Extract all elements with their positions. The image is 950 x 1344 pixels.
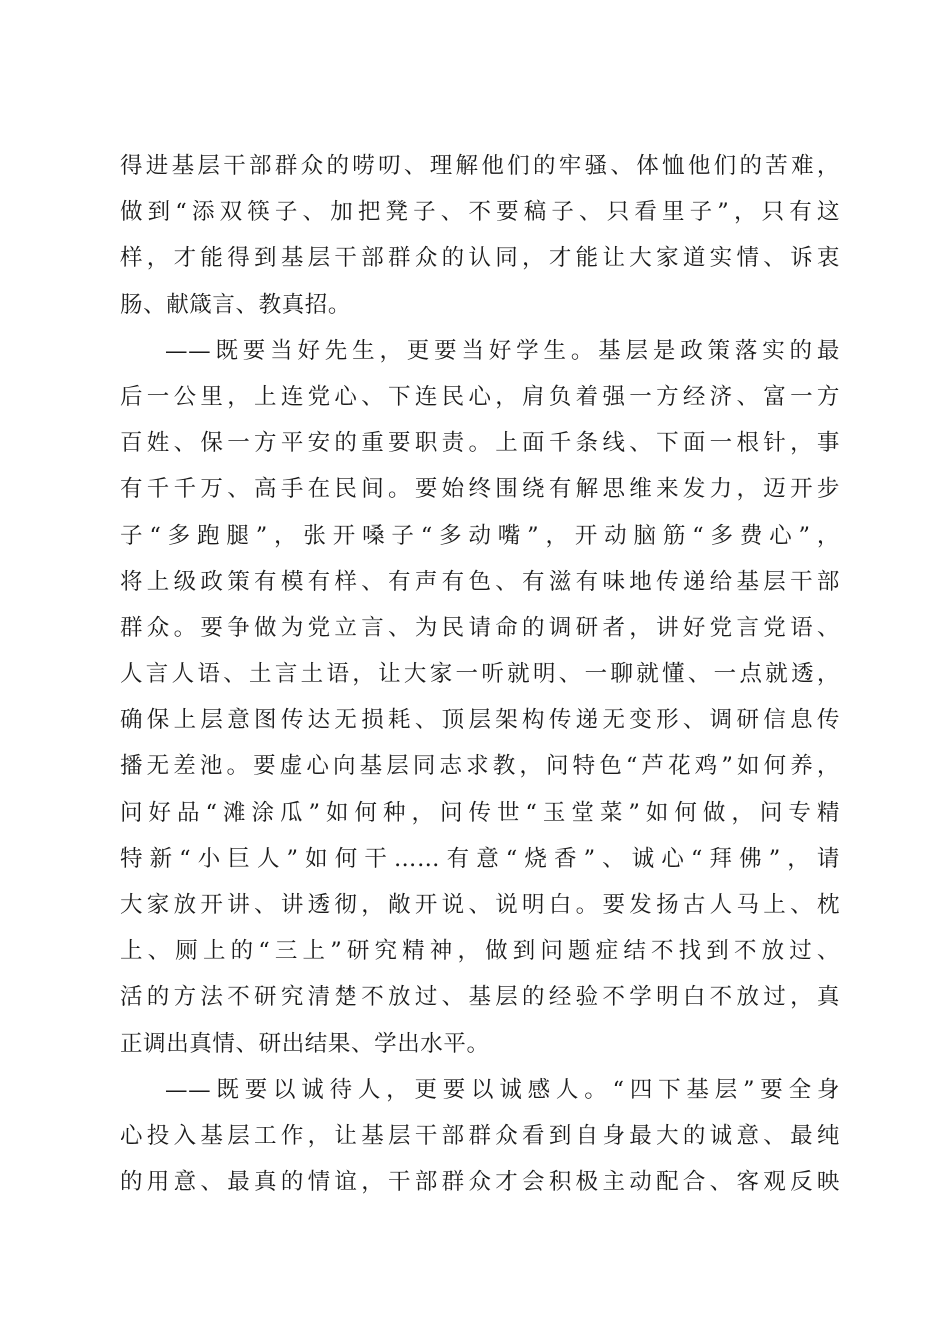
- text-line: 特新“小巨人”如何干……有意“烧香”、诚心“拜佛”，请: [120, 845, 840, 872]
- text-line: 做到“添双筷子、加把凳子、不要稿子、只看里子”，只有这: [120, 199, 840, 226]
- paragraph-start-line: ——既要当好先生，更要当好学生。基层是政策落实的最: [165, 337, 840, 364]
- text-line: 百姓、保一方平安的重要职责。上面千条线、下面一根针，事: [120, 430, 840, 457]
- text-line: 播无差池。要虚心向基层同志求教，问特色“芦花鸡”如何养，: [120, 753, 840, 780]
- text-line: 人言人语、土言土语，让大家一听就明、一聊就懂、一点就透，: [120, 661, 840, 688]
- text-line: 活的方法不研究清楚不放过、基层的经验不学明白不放过，真: [120, 984, 840, 1011]
- text-line: 大家放开讲、讲透彻，敞开说、说明白。要发扬古人马上、枕: [120, 892, 840, 918]
- text-line: 的用意、最真的情谊，干部群众才会积极主动配合、客观反映: [120, 1169, 840, 1196]
- text-line: 有千千万、高手在民间。要始终围绕有解思维来发力，迈开步: [120, 476, 840, 503]
- text-line: 问好品“滩涂瓜”如何种，问传世“玉堂菜”如何做，问专精: [120, 799, 840, 826]
- text-line: 群众。要争做为党立言、为民请命的调研者，讲好党言党语、: [120, 614, 840, 641]
- text-line: 肠、献箴言、教真招。: [120, 291, 352, 318]
- paragraph-start-line: ——既要以诚待人，更要以诚感人。“四下基层”要全身: [165, 1076, 840, 1103]
- text-line: 心投入基层工作，让基层干部群众看到自身最大的诚意、最纯: [120, 1122, 840, 1149]
- text-line: 正调出真情、研出结果、学出水平。: [120, 1030, 490, 1057]
- text-line: 子“多跑腿”，张开嗓子“多动嘴”，开动脑筋“多费心”，: [120, 522, 840, 549]
- text-line: 上、厕上的“三上”研究精神，做到问题症结不找到不放过、: [120, 938, 840, 965]
- text-line: 样，才能得到基层干部群众的认同，才能让大家道实情、诉衷: [120, 245, 840, 272]
- document-body: [120, 143, 840, 1205]
- text-line: 确保上层意图传达无损耗、顶层架构传递无变形、调研信息传: [120, 707, 840, 734]
- text-line: 得进基层干部群众的唠叨、理解他们的牢骚、体恤他们的苦难，: [120, 153, 840, 179]
- text-line: 后一公里，上连党心、下连民心，肩负着强一方经济、富一方: [120, 383, 840, 410]
- text-line: 将上级政策有模有样、有声有色、有滋有味地传递给基层干部: [120, 568, 840, 595]
